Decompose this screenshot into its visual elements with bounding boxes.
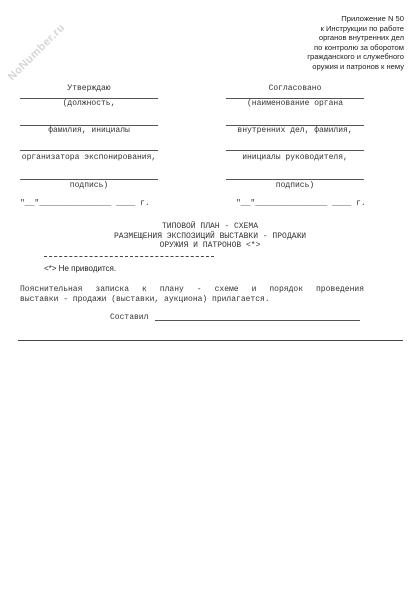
agree-date: "__"_______________ ____ г. (236, 199, 366, 208)
footnote: <*> Не приводится. (44, 264, 117, 273)
agree-caption: внутренних дел, фамилия, (237, 126, 353, 135)
approve-heading: Утверждаю (67, 84, 111, 93)
title-line: ОРУЖИЯ И ПАТРОНОВ <*> (159, 241, 261, 251)
agree-heading: Согласовано (268, 84, 322, 93)
appendix-line: оружия и патронов к нему (312, 61, 404, 71)
agree-caption: (наименование органа (246, 99, 343, 108)
approve-caption: подпись) (69, 181, 109, 190)
bottom-rule (18, 340, 403, 341)
note-line: Пояснительная записка к плану - схеме и порядок проведения (20, 285, 364, 294)
appendix-line: к Инструкции по работе (320, 23, 404, 33)
document-title (0, 222, 420, 251)
note-line: выставки - продажи (выставки, аукциона) прилагается. (20, 295, 270, 304)
compiled-by-label: Составил (110, 313, 149, 322)
appendix-line: органов внутренних дел (318, 33, 404, 43)
appendix-line: по контролю за оборотом (314, 42, 404, 52)
appendix-line: Приложение N 50 (341, 14, 404, 23)
approve-caption: фамилия, инициалы (48, 126, 130, 135)
explanatory-note (20, 285, 364, 305)
agree-caption: инициалы руководителя, (242, 153, 348, 162)
title-line: РАЗМЕЩЕНИЯ ЭКСПОЗИЦИЙ ВЫСТАВКИ - ПРОДАЖИ (113, 231, 307, 241)
watermark: NoNumber.ru (5, 21, 68, 84)
signature-line (20, 150, 158, 151)
approve-caption: (должность, (62, 99, 116, 108)
title-line: ТИПОВОЙ ПЛАН - СХЕМА (161, 222, 258, 231)
signature-line (20, 179, 158, 180)
signature-line (226, 179, 364, 180)
agree-caption: подпись) (275, 181, 315, 190)
appendix-line: гражданского и служебного (307, 52, 404, 62)
signature-line (226, 150, 364, 151)
approve-date: "__"_______________ ____ г. (20, 199, 150, 208)
appendix-header (274, 14, 404, 72)
footnote-separator (44, 256, 214, 257)
compiled-by-line (155, 320, 360, 321)
approve-caption: организатора экспонирования, (21, 153, 157, 162)
